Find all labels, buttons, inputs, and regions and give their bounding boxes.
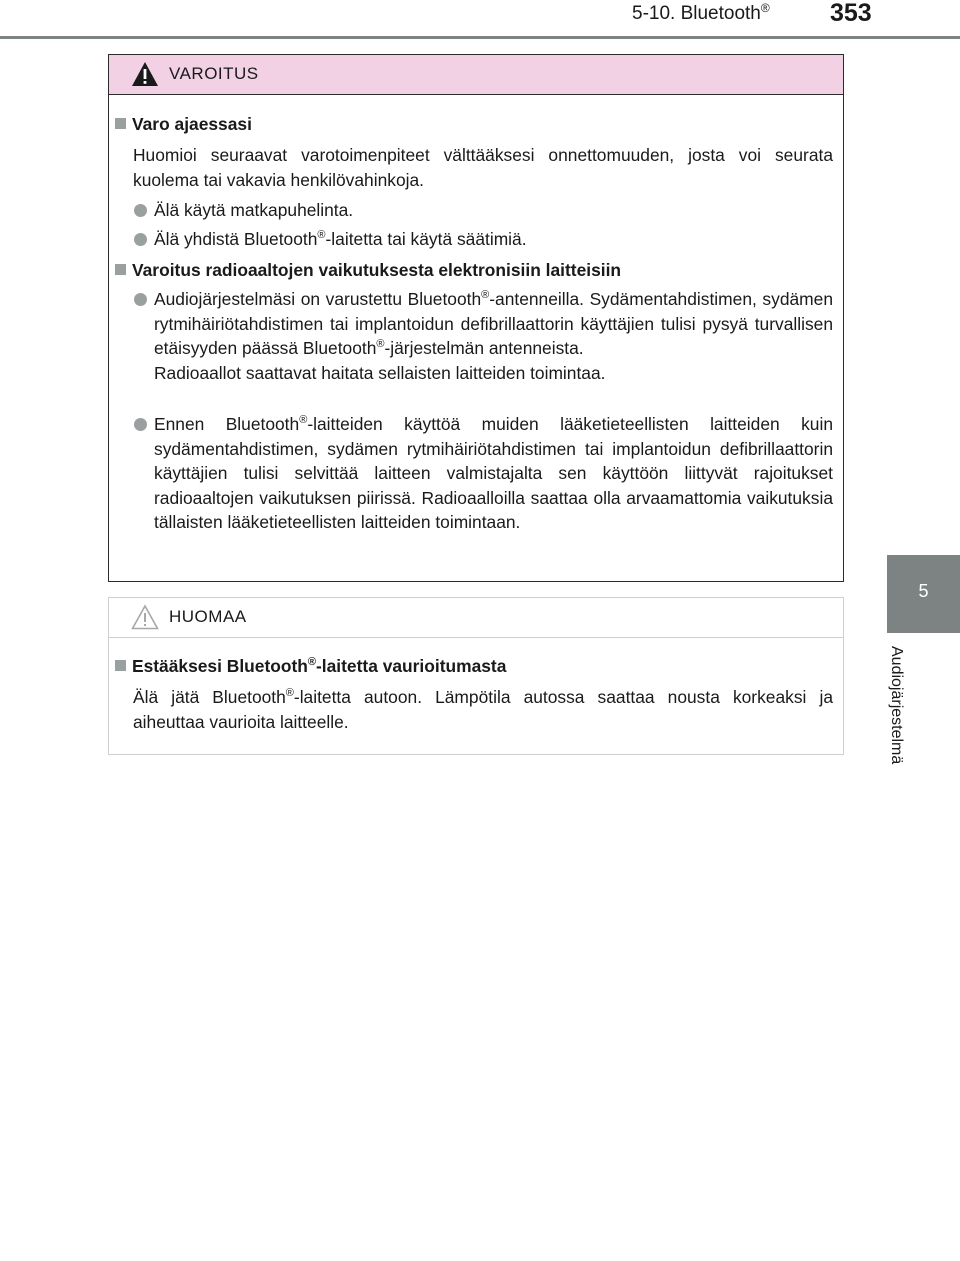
- heading-text: Varoitus radioaaltojen vaikutuksesta elektronisiin laitteisiin: [132, 260, 622, 280]
- chapter-tab-number: 5: [918, 581, 929, 601]
- bullet-text: Ennen Bluetooth: [154, 414, 300, 434]
- bullet-text: -laitetta tai käytä säätimiä.: [325, 229, 527, 249]
- registered-mark: ®: [760, 1, 770, 15]
- notice-heading: [115, 654, 506, 679]
- bullet-medical-devices: [133, 412, 833, 535]
- chapter-tab-label: Audiojärjestelmä: [888, 646, 905, 765]
- bullet-text: -laitteiden käyttöä muiden lääketieteellisten laitteiden kuin sydämentahdistimen, sydämen rytmihäiriötahdistimen tai implantoidun defibrillaattorin käyttäjien tulisi selvittää laitteen valmistajalta sen käyttöön liittyvät rajoitukset radioaaltojen vaikutuksen piirissä. Radioaalloilla saattaa olla arvaamattomia vaikutuksia tällaisten lääketieteellisten laitteiden toimintaan.: [154, 414, 834, 533]
- heading-text: -laitetta vaurioitumasta: [316, 656, 507, 676]
- bullet-no-phone: [133, 198, 833, 223]
- registered-mark: ®: [376, 338, 385, 351]
- chapter-tab-label-wrap: [887, 640, 927, 800]
- registered-mark: ®: [299, 414, 308, 426]
- notice-box: [108, 597, 844, 755]
- registered-mark: ®: [307, 656, 317, 668]
- paragraph-text: -laitetta autoon. Lämpötila autossa saattaa nousta korkeaksi ja aiheuttaa vaurioita laitteelle.: [133, 687, 833, 732]
- registered-mark: ®: [481, 289, 490, 301]
- warning-heading-radio: [115, 258, 621, 283]
- header-rule: [0, 36, 960, 39]
- paragraph-text: Älä jätä Bluetooth: [133, 687, 286, 707]
- bullet-antennas: [133, 287, 833, 385]
- notice-title: HUOMAA: [169, 607, 247, 626]
- square-bullet-icon: [115, 118, 126, 129]
- round-bullet-icon: [134, 233, 147, 246]
- bullet-text: -antenneilla. Sydämentahdistimen, sydämen rytmihäiriötahdistimen tai implantoidun defibrillaattorin käyttäjien tulisi pysyä turvallisen etäisyyden päässä Bluetooth: [154, 289, 833, 359]
- round-bullet-icon: [134, 293, 147, 306]
- bullet-text: -järjestelmän antenneista.: [384, 338, 584, 359]
- chapter-tab: [887, 555, 960, 633]
- section-title: [632, 3, 770, 25]
- notice-paragraph: [133, 685, 833, 734]
- section-title-text: 5-10. Bluetooth: [632, 3, 761, 24]
- registered-mark: ®: [317, 229, 326, 241]
- bullet-text: Älä käytä matkapuhelinta.: [154, 200, 354, 220]
- warning-heading-driving: [115, 112, 252, 137]
- warning-header: [109, 55, 843, 95]
- bullet-text: Älä yhdistä Bluetooth: [154, 229, 318, 249]
- round-bullet-icon: [134, 418, 147, 431]
- round-bullet-icon: [134, 204, 147, 217]
- registered-mark: ®: [285, 687, 294, 699]
- page-number: 353: [830, 0, 872, 27]
- heading-text: Varo ajaessasi: [132, 114, 252, 134]
- notice-header: [109, 598, 843, 638]
- bullet-no-connect: [133, 227, 833, 252]
- bullet-text: Radioaallot saattavat haitata sellaisten laitteiden toimintaa.: [154, 362, 606, 383]
- heading-text: Estääksesi Bluetooth: [132, 656, 308, 676]
- warning-title: VAROITUS: [169, 64, 259, 83]
- warning-box: [108, 54, 844, 582]
- square-bullet-icon: [115, 264, 126, 275]
- warning-triangle-icon: [131, 61, 159, 87]
- square-bullet-icon: [115, 660, 126, 671]
- bullet-text: Audiojärjestelmäsi on varustettu Bluetooth: [154, 289, 482, 309]
- warning-paragraph-driving: Huomioi seuraavat varotoimenpiteet välttääksesi onnettomuuden, josta voi seurata kuolema tai vakavia henkilövahinkoja.: [133, 145, 833, 190]
- caution-triangle-icon: [131, 604, 159, 630]
